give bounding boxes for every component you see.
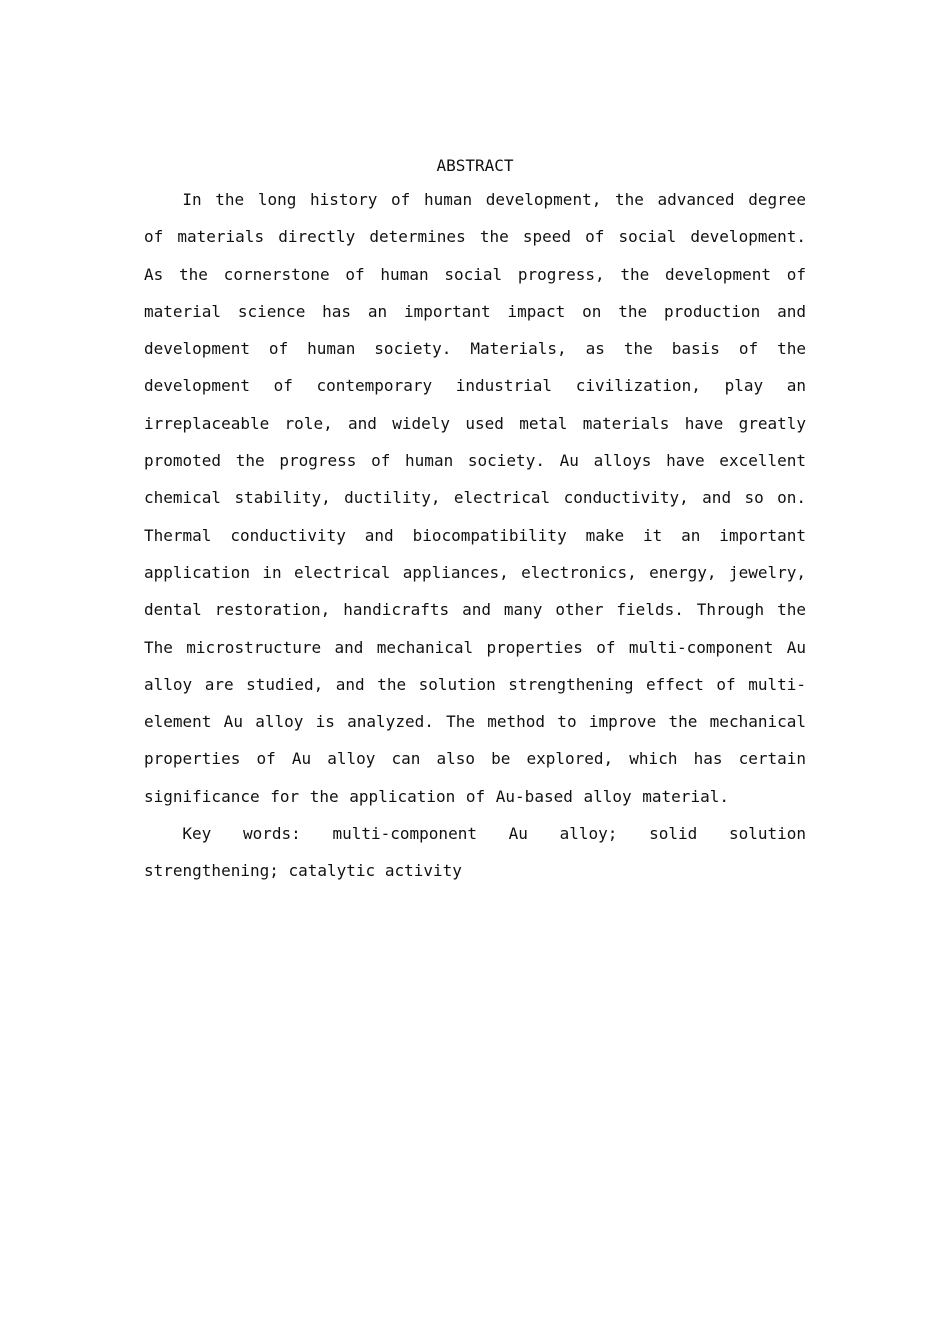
abstract-section [144, 156, 806, 890]
abstract-paragraph: In the long history of human development, the advanced degree of materials directly determines the speed of social development. As the cornerstone of human social progress, the development of material science has an important impact on the production and development of human society. Materials, as the basis of the development of contemporary industrial civilization, play an irreplaceable role, and widely used metal materials have greatly promoted the progress of human society. Au alloys have excellent chemical stability, ductility, electrical conductivity, and so on. Thermal conductivity and biocompatibility make it an important application in electrical appliances, electronics, energy, jewelry, dental restoration, handicrafts and many other fields. Through the The microstructure and mechanical properties of multi-component Au alloy are studied, and the solution strengthening effect of multi-element Au alloy is analyzed. The method to improve the mechanical properties of Au alloy can also be explored, which has certain significance for the application of Au-based alloy material. [144, 190, 806, 806]
keywords-line [144, 815, 806, 890]
keywords-label: Key words: [182, 824, 301, 844]
keywords-text: multi-component Au alloy; solid solution strengthening; catalytic activity [144, 824, 806, 881]
abstract-title: ABSTRACT [436, 156, 514, 175]
